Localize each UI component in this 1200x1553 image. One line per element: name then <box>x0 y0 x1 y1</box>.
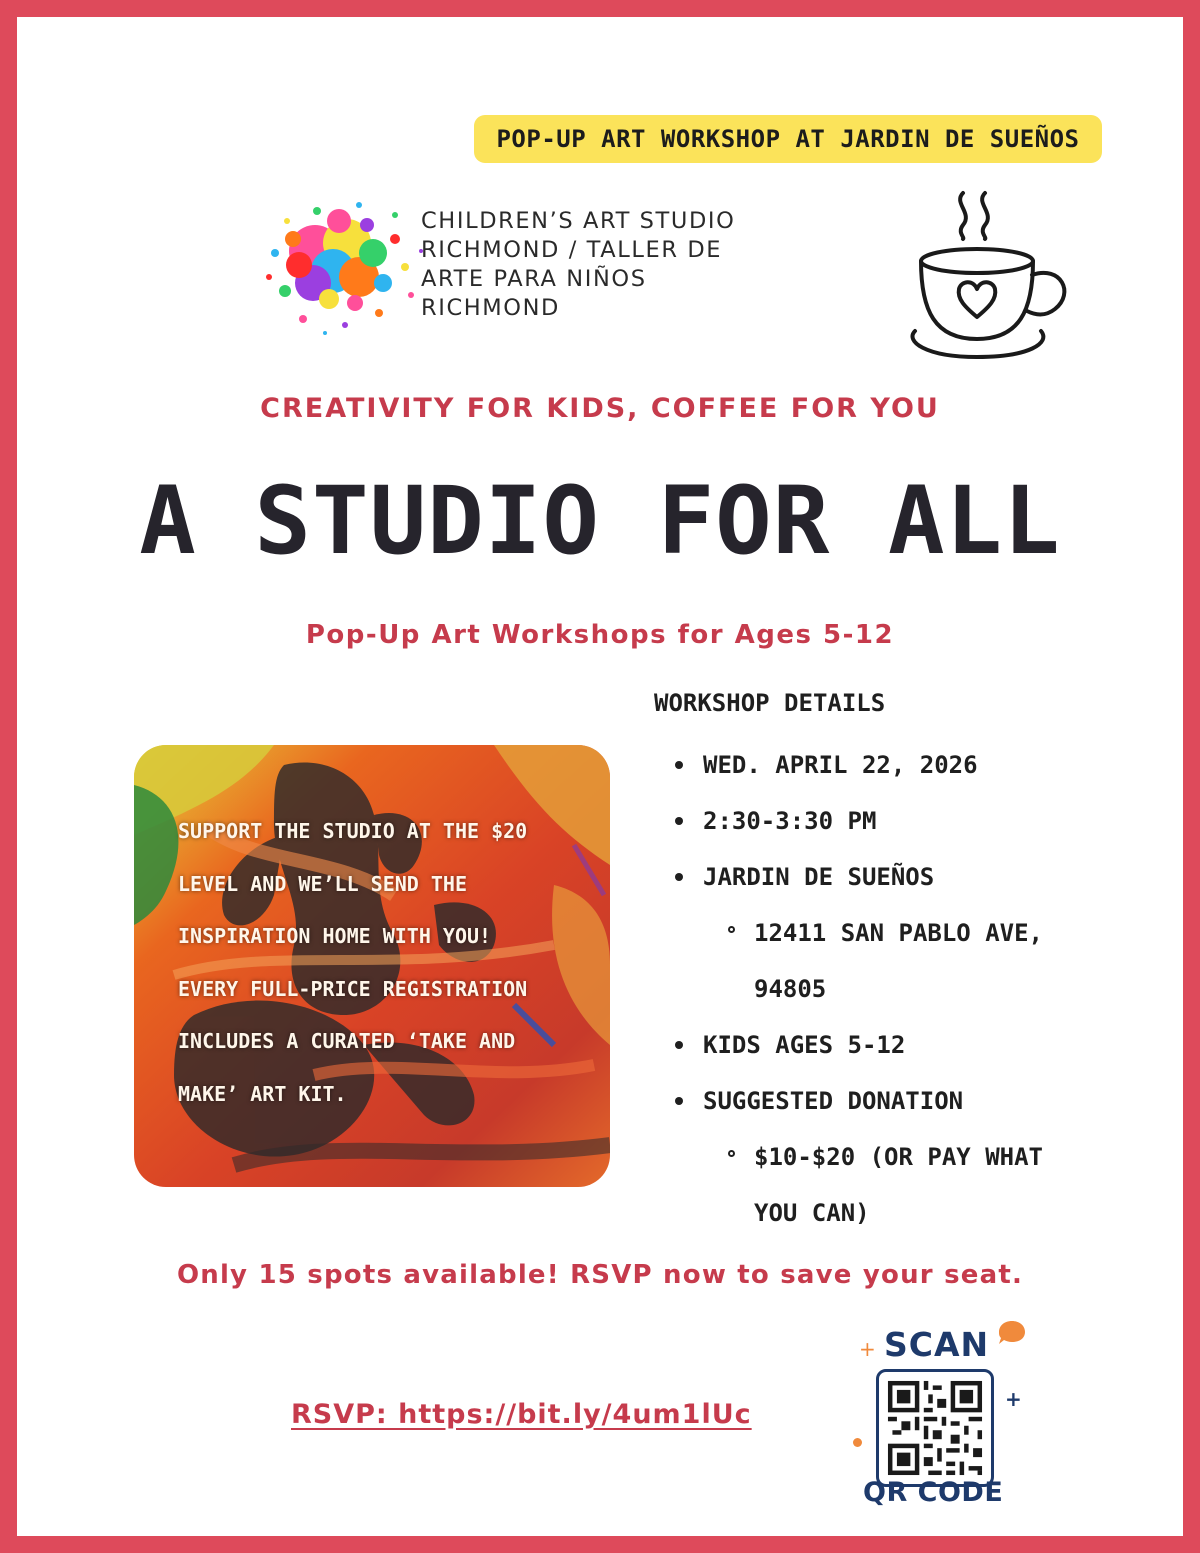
organization-name-line: RICHMOND <box>421 295 560 321</box>
qr-code-icon <box>879 1372 991 1484</box>
rsvp-link[interactable]: RSVP: https://bit.ly/4um1lUc <box>291 1399 752 1430</box>
dot-accent-icon <box>853 1438 862 1447</box>
promo-text <box>178 805 598 1120</box>
organization-name-line: RICHMOND / TALLER DE <box>421 237 723 263</box>
organization-name-line: ARTE PARA NIÑOS <box>421 266 647 292</box>
detail-time: 2:30-3:30 PM <box>703 807 877 835</box>
speech-bubble-icon <box>997 1318 1027 1348</box>
promo-text-line: SUPPORT THE STUDIO AT THE $20 <box>178 819 528 843</box>
detail-donation-label: SUGGESTED DONATION <box>703 1087 964 1115</box>
detail-date: WED. APRIL 22, 2026 <box>703 751 978 779</box>
detail-donation-line2: YOU CAN) <box>754 1199 870 1227</box>
detail-donation-line1: $10-$20 (OR PAY WHAT <box>754 1143 1043 1171</box>
detail-address-line1: 12411 SAN PABLO AVE, <box>754 919 1043 947</box>
bullet-dot <box>675 873 683 881</box>
coffee-cup-heart-icon <box>885 181 1075 381</box>
bullet-dot <box>675 761 683 769</box>
bullet-dot <box>675 817 683 825</box>
promo-text-line: MAKE’ ART KIT. <box>178 1081 347 1106</box>
qr-code-label: QR CODE <box>863 1477 1004 1508</box>
promo-text-line: EVERY FULL-PRICE REGISTRATION <box>178 976 528 1001</box>
availability-notice: Only 15 spots available! RSVP now to save your seat. <box>176 1260 1024 1290</box>
page-title: A STUDIO FOR ALL <box>139 467 1061 576</box>
sub-bullet-circle <box>728 926 735 933</box>
promo-text-line: INCLUDES A CURATED ‘TAKE AND <box>178 1029 516 1053</box>
event-badge-text: POP-UP ART WORKSHOP AT JARDIN DE SUEÑOS <box>496 125 1080 153</box>
plus-sparkle-icon: + <box>1005 1387 1022 1411</box>
bullet-dot <box>675 1097 683 1105</box>
detail-ages: KIDS AGES 5-12 <box>703 1031 906 1059</box>
promo-card <box>134 745 610 1187</box>
promo-text-line: INSPIRATION HOME WITH YOU! <box>178 924 492 948</box>
paint-splash-logo-icon <box>255 191 429 339</box>
tagline: CREATIVITY FOR KIDS, COFFEE FOR YOU <box>260 393 940 424</box>
organization-name <box>421 207 781 323</box>
detail-venue: JARDIN DE SUEÑOS <box>703 863 935 891</box>
subtitle: Pop-Up Art Workshops for Ages 5-12 <box>305 620 895 650</box>
detail-address-line2: 94805 <box>754 975 827 1003</box>
promo-text-line: LEVEL AND WE’LL SEND THE <box>178 871 467 896</box>
organization-name-line: CHILDREN’S ART STUDIO <box>421 208 736 234</box>
bullet-dot <box>675 1041 683 1049</box>
details-heading: WORKSHOP DETAILS <box>654 689 886 717</box>
sub-bullet-circle <box>728 1150 735 1157</box>
plus-sparkle-icon: + <box>859 1337 876 1361</box>
scan-label: SCAN <box>884 1325 990 1364</box>
event-badge <box>474 115 1102 163</box>
qr-code-frame[interactable] <box>876 1369 994 1487</box>
